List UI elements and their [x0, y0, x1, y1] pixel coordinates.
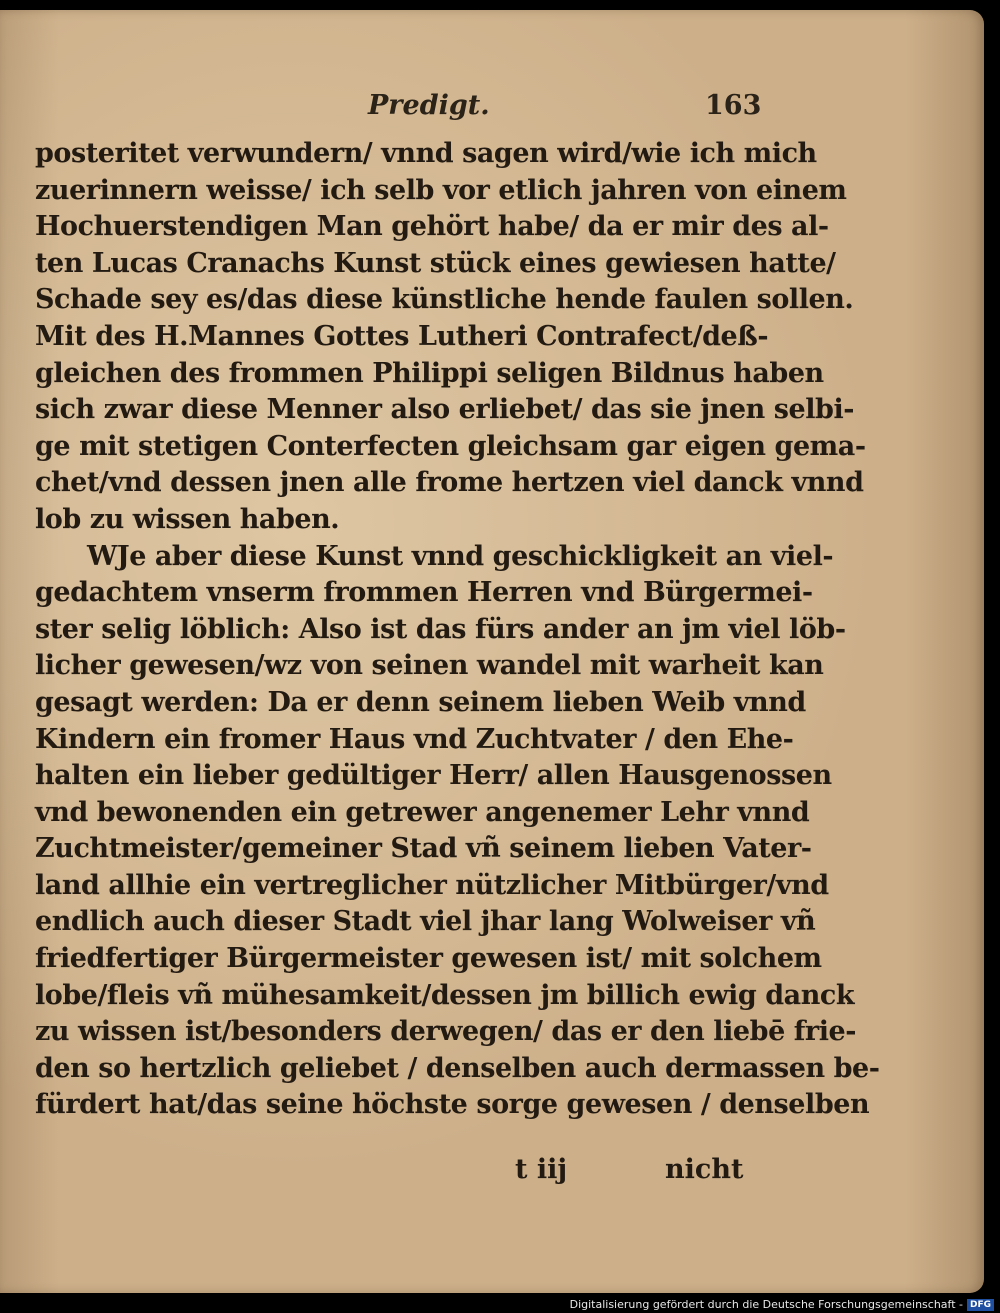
- book-page: [0, 10, 984, 1293]
- text-line: den so hertzlich geliebet / denselben auch dermassen be-: [35, 1052, 880, 1084]
- text-line: fürdert hat/das seine höchste sorge gewesen / denselben: [35, 1089, 870, 1121]
- digitization-footer: [570, 1298, 994, 1311]
- text-line: Kindern ein fromer Haus vnd Zuchtvater / den Ehe-: [35, 723, 794, 755]
- text-line: Schade sey es/das diese künstliche hende faulen sollen.: [35, 284, 854, 316]
- text-line: lobe/fleis vñ mühesamkeit/dessen jm billich ewig danck: [35, 979, 855, 1011]
- text-line: sich zwar diese Menner also erliebet/ das sie jnen selbi-: [35, 394, 855, 426]
- running-title: Predigt.: [368, 90, 490, 121]
- text-line: zuerinnern weisse/ ich selb vor etlich jahren von einem: [35, 174, 847, 206]
- page-number: 163: [705, 90, 762, 121]
- text-line: gedachtem vnserm frommen Herren vnd Bürgermei-: [35, 577, 813, 609]
- catchword-line: [515, 1154, 775, 1194]
- body-text: [35, 136, 880, 1124]
- text-line: friedfertiger Bürgermeister gewesen ist/ mit solchem: [35, 943, 822, 975]
- text-line: gleichen des frommen Philippi seligen Bildnus haben: [35, 357, 824, 389]
- text-line: vnd bewonenden ein getrewer angenemer Lehr vnnd: [35, 796, 810, 828]
- text-line: posteritet verwundern/ vnnd sagen wird/wie ich mich: [35, 138, 817, 169]
- text-line: chet/vnd dessen jnen alle frome hertzen viel danck vnnd: [35, 467, 864, 499]
- text-line: Mit des H.Mannes Gottes Lutheri Contrafect/deß-: [35, 320, 769, 352]
- text-line: zu wissen ist/besonders derwegen/ das er den liebē frie-: [35, 1016, 856, 1048]
- dfg-logo-icon: DFG: [967, 1299, 994, 1311]
- text-line: halten ein lieber gedültiger Herr/ allen Hausgenossen: [35, 760, 832, 792]
- catchword: nicht: [665, 1154, 744, 1185]
- text-line: land allhie ein vertreglicher nützlicher Mitbürger/vnd: [35, 869, 829, 901]
- text-line: ge mit stetigen Conterfecten gleichsam gar eigen gema-: [35, 430, 866, 462]
- text-line: ten Lucas Cranachs Kunst stück eines gewiesen hatte/: [35, 247, 836, 279]
- text-line: endlich auch dieser Stadt viel jhar lang Wolweiser vñ: [35, 906, 816, 938]
- text-line: WJe aber diese Kunst vnnd geschickligkeit an viel-: [87, 540, 834, 572]
- signature-mark: t iij: [515, 1154, 568, 1185]
- running-header: [60, 90, 760, 130]
- footer-credit: Digitalisierung gefördert durch die Deutsche Forschungsgemeinschaft -: [569, 1298, 963, 1311]
- text-line: ster selig löblich: Also ist das fürs ander an jm viel löb-: [35, 613, 846, 645]
- text-line: licher gewesen/wz von seinen wandel mit warheit kan: [35, 650, 824, 682]
- text-line: Hochuerstendigen Man gehört habe/ da er mir des al-: [35, 211, 829, 243]
- text-line: lob zu wissen haben.: [35, 503, 340, 535]
- text-line: gesagt werden: Da er denn seinem lieben Weib vnnd: [35, 686, 806, 718]
- text-line: Zuchtmeister/gemeiner Stad vñ seinem lieben Vater-: [35, 833, 812, 865]
